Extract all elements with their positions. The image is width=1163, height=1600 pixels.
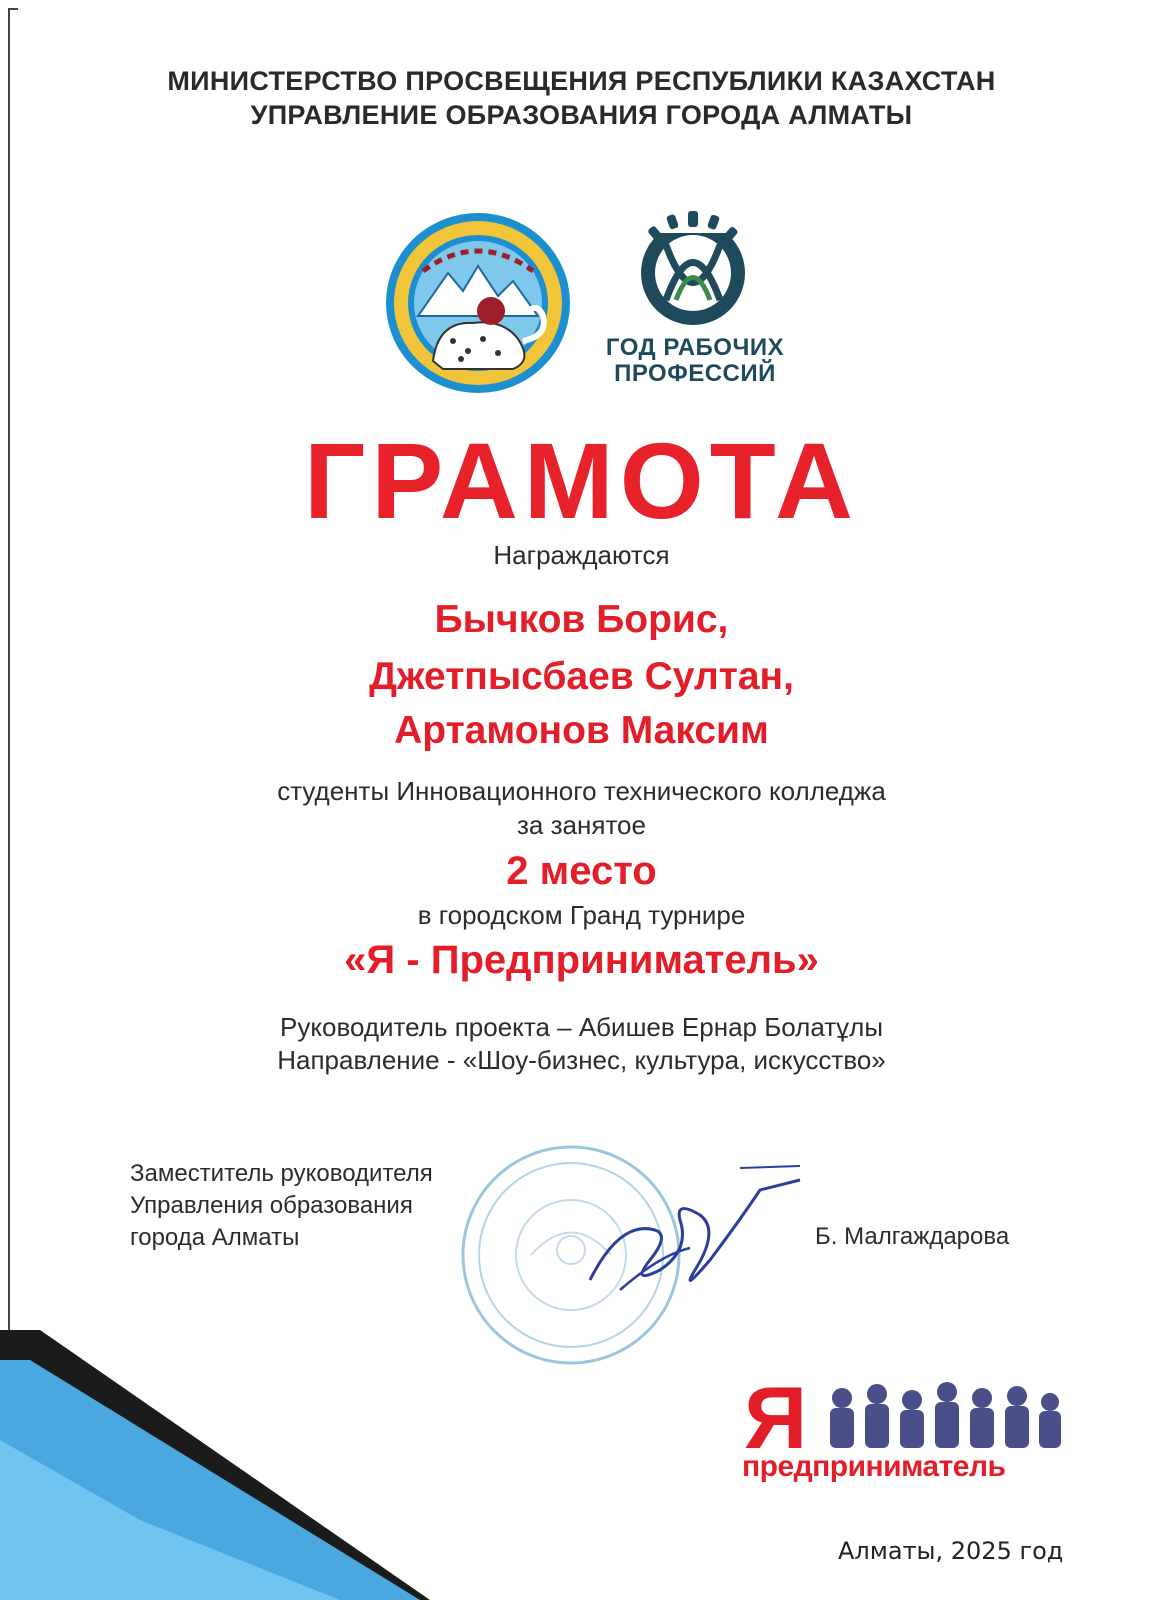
awardee-name-2: Джетпысбаев Султан, (369, 655, 794, 698)
awardee-name-1: Бычков Борис, (434, 598, 729, 641)
signatory-position-line2: Управления образования (130, 1192, 413, 1219)
certificate-title: ГРАМОТА (304, 420, 859, 541)
svg-text:Я: Я (744, 1370, 808, 1467)
signatory-name: Б. Малгаждарова (815, 1223, 1010, 1250)
handwritten-signature-icon (560, 1160, 810, 1310)
city-and-year: Алматы, 2025 год (838, 1537, 1064, 1565)
for-taken-text: за занятое (517, 810, 646, 840)
gear-caption-line2: ПРОФЕССИЙ (614, 360, 776, 387)
almaty-seal-icon (383, 211, 573, 396)
ministry-header: МИНИСТЕРСТВО ПРОСВЕЩЕНИЯ РЕСПУБЛИКИ КАЗАХСТАН (167, 66, 996, 96)
awardee-name-3: Артамонов Максим (394, 709, 769, 752)
gear-logo-icon (628, 205, 758, 325)
signatory-position (130, 1158, 433, 1254)
direction-text: Направление - «Шоу-бизнес, культура, искусство» (277, 1045, 886, 1075)
decorative-corner-stripe (0, 1320, 760, 1600)
contest-name: «Я - Предприниматель» (344, 938, 819, 982)
place-text: 2 место (506, 849, 657, 893)
signatory-position-line1: Заместитель руководителя (130, 1160, 433, 1187)
gear-caption-line1: ГОД РАБОЧИХ (605, 334, 785, 361)
awarded-label: Награждаются (493, 540, 670, 570)
students-of-text: студенты Инновационного технического колледжа (277, 776, 886, 806)
ya-entrepreneur-logo-word: предприниматель (742, 1450, 1006, 1483)
tournament-text: в городском Гранд турнире (417, 900, 746, 930)
signatory-position-line3: города Алматы (130, 1224, 300, 1251)
scan-edge-top (8, 8, 18, 10)
project-leader-text: Руководитель проекта – Абишев Ернар Болатұлы (279, 1012, 884, 1042)
department-header: УПРАВЛЕНИЕ ОБРАЗОВАНИЯ ГОРОДА АЛМАТЫ (250, 100, 913, 130)
